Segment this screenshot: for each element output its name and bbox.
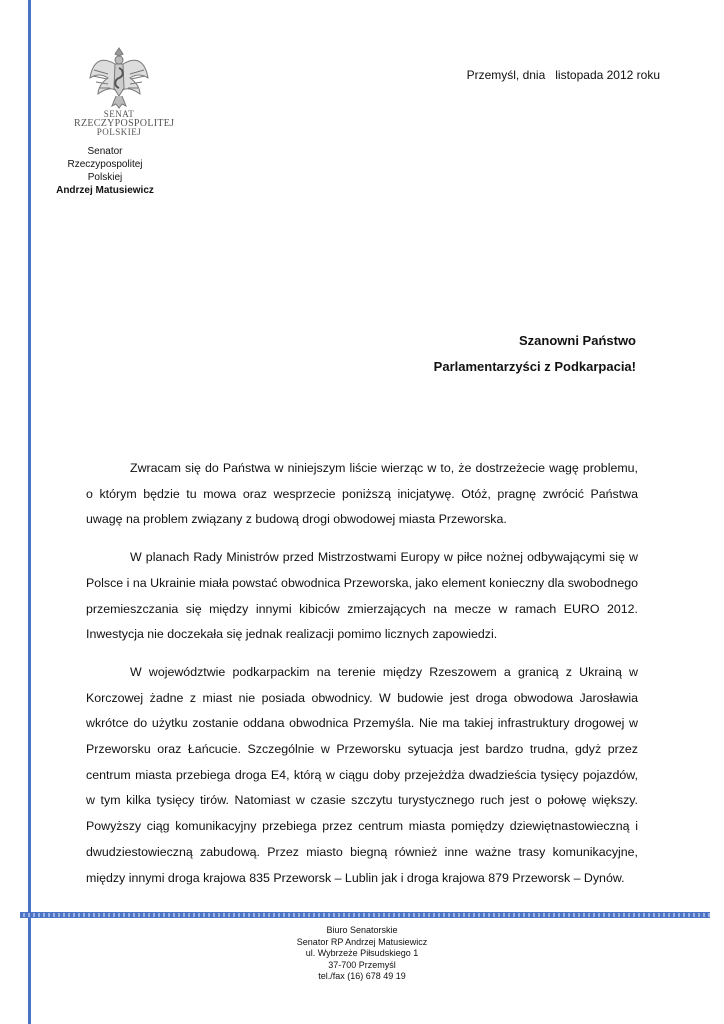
body-paragraph-2: W planach Rady Ministrów przed Mistrzostwami Europy w piłce nożnej odbywającymi się w Polsce i na Ukrainie miała powstać obwodnica Przeworska, jako element konieczny dla swobodnego przemieszczania się między innymi kibiców zmierzających na mecze w ramach EURO 2012. Inwestycja nie doczekała się jednak realizacji pomimo licznych zapowiedzi. [86,550,638,642]
footer-line3: ul. Wybrzeże Piłsudskiego 1 [305,948,419,958]
seal-text-line2: RZECZYPOSPOLITEJ [74,118,175,129]
seal-text-line1: SENAT [103,109,135,119]
body-paragraph-3: W województwie podkarpackim na terenie między Rzeszowem a granicą z Ukrainą w Korczowej żadne z miast nie posiada obwodnicy. W budowie jest droga obwodowa Jarosławia wkrótce do użytku zostanie oddana obwodnica Przemyśla. Nie ma takiej infrastruktury drogowej w Przeworsku oraz Łańcucie. Szczególnie w Przeworsku sytuacja jest bardzo trudna, gdyż przez centrum miasta przebiega droga E4, którą w ciągu doby przejeżdża dwadzieścia tysięcy pojazdów, w tym kilka tysięcy tirów. Natomiast w czasie szczytu turystycznego ruch jest o połowę większy. Powyższy ciąg komunikacyjny przebiega przez centrum miasta pomiędzy dziewiętnastowieczną i dwudziestowieczną zabudową. Przez miasto biegną również inne ważne trasy komunikacyjne, między innymi droga krajowa 835 Przeworsk – Lublin jak i droga krajowa 879 Przeworsk – Dynów. [86,664,638,885]
greeting-line1: Szanowni Państwo [518,333,636,348]
sender-block [50,145,160,197]
sender-org: Rzeczypospolitej Polskiej [67,159,143,183]
sender-name: Andrzej Matusiewicz [56,185,154,196]
date-line: Przemyśl, dnia listopada 2012 roku [466,68,660,82]
footer-line5: tel./fax (16) 678 49 19 [318,971,406,981]
left-margin-rule [28,0,31,1024]
body-paragraph-1: Zwracam się do Państwa w niniejszym liście wierząc w to, że dostrzeżecie wagę problemu, o którym będzie tu mowa oraz wesprzecie poniższą inicjatywę. Otóż, pragnę zwrócić Państwa uwagę na problem związany z budową drogi obwodowej miasta Przeworska. [86,461,638,527]
footer-line4: 37-700 Przemyśl [328,959,396,970]
seal-text-line3: POLSKIEJ [96,127,142,137]
senate-eagle-seal-icon [88,44,150,110]
sender-title: Senator [87,146,123,157]
footer-line1: Biuro Senatorskie [326,925,398,935]
greeting [434,328,636,380]
senate-logo [74,44,175,137]
footer-divider [20,912,710,918]
footer-line2: Senator RP Andrzej Matusiewicz [296,936,428,947]
footer-address [0,925,724,983]
letter-body [86,456,638,903]
greeting-line2: Parlamentarzyści z Podkarpacia! [433,359,636,374]
